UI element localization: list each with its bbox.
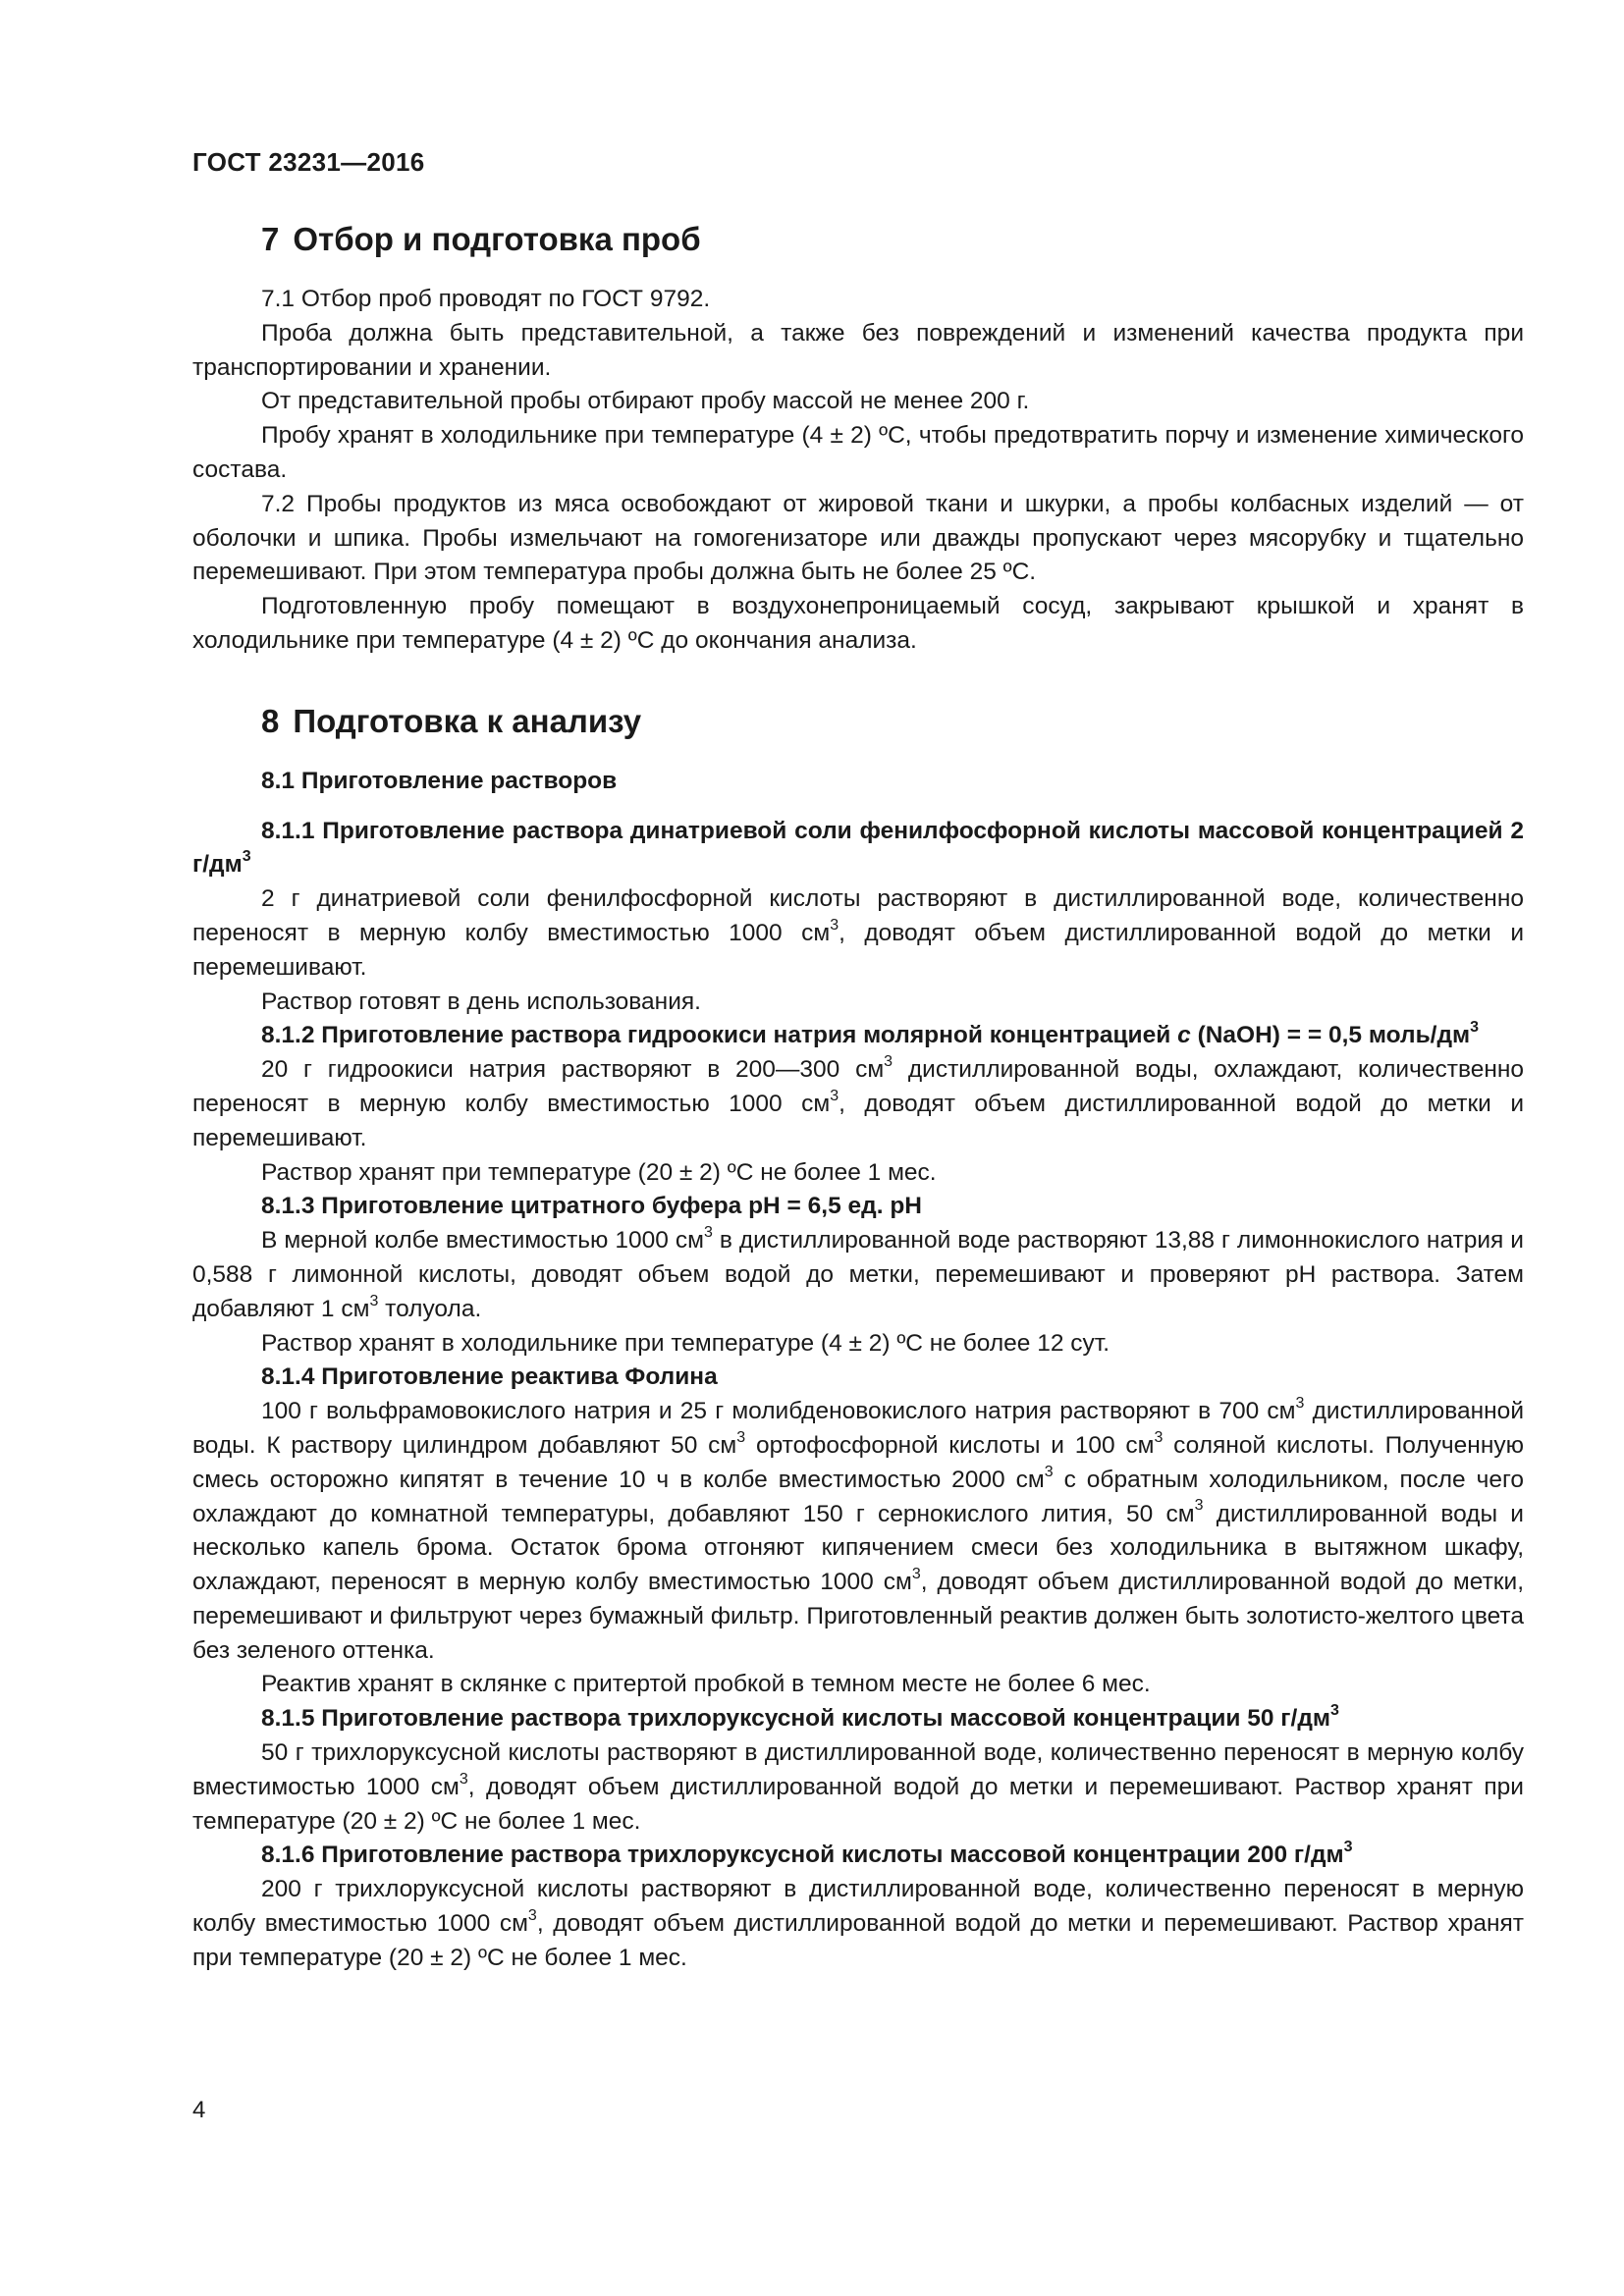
paragraph-8-1-1: 2 г динатриевой соли фенилфосфорной кислоты растворяют в дистиллированной воде, количественно переносят в мерную колбу вместимостью 1000 $см^3$, доводят объем дистиллированной водой до метки и перемешивают. (192, 885, 1525, 981)
paragraph-8-1-6: 200 г трихлоруксусной кислоты растворяют в дистиллированной воде, количественно переносят в мерную колбу вместимостью 1000 $см^3$, доводят объем дистиллированной водой до метки и перемешивают. Раствор хранят при температуре (20 ± 2) ºС не более 1 мес. (192, 1876, 1524, 1971)
subsection-8-1-6-heading: 8.1.6 Приготовление раствора трихлоруксусной кислоты массовой концентрации 200 $г/дм^3$ (261, 1839, 1353, 1869)
subsection-8-1-2-heading: 8.1.2 Приготовление раствора гидроокиси натрия молярной концентрацией с (NaOH) = = 0,5 моль/$дм^3$ (261, 1019, 1480, 1049)
paragraph-7-1: 7.1 Отбор проб проводят по ГОСТ 9792. (261, 286, 711, 312)
subsection-8-1-4-heading: 8.1.4 Приготовление реактива Фолина (261, 1363, 718, 1391)
section-8-title: Подготовка к анализу (293, 702, 642, 739)
page-number: 4 (192, 2097, 206, 2123)
document-code: ГОСТ 23231—2016 (192, 147, 425, 177)
paragraph-8-1-2: 20 г гидроокиси натрия растворяют в 200—300 $см^3$ дистиллированной воды, охлаждают, количественно переносят в мерную колбу вместимостью 1000 $см^3$, доводят объем дистиллированной водой до метки и перемешивают. (192, 1052, 1525, 1151)
paragraph-8-1-3-b: Раствор хранят в холодильнике при температуре (4 ± 2) ºС не более 12 сут. (261, 1329, 1110, 1357)
page-content (192, 218, 1524, 1976)
section-8-number: 8 (261, 702, 280, 739)
paragraph-8-1-3: В мерной колбе вместимостью 1000 $см^3$ в дистиллированной воде растворяют 13,88 г лимоннокислого натрия и 0,588 г лимонной кислоты, доводят объем водой до метки, перемешивают и проверяют рН раствора. Затем добавляют 1 $см^3$ толуола. (192, 1223, 1524, 1322)
section-7-title: Отбор и подготовка проб (293, 221, 701, 257)
subsection-8-1-3-heading: 8.1.3 Приготовление цитратного буфера рН = 6,5 ед. рН (261, 1193, 922, 1220)
paragraph-8-1-4: 100 г вольфрамовокислого натрия и 25 г молибденовокислого натрия растворяют в 700 $см^3$ дистиллированной воды. К раствору цилиндром добавляют 50 $см^3$ ортофосфорной кислоты и 100 $см^3$ соляной кислоты. Полученную смесь осторожно кипятят в течение 10 ч в колбе вместимостью 2000 $см^3$ с обратным холодильником, после чего охлаждают до комнатной температуры, добавляют 150 г сернокислого лития, 50 $см^3$ дистиллированной воды и несколько капель брома. Остаток брома отгоняют кипячением смеси без холодильника в вытяжном шкафу, охлаждают, переносят в мерную колбу вместимостью 1000 $см^3$, доводят объем дистиллированной водой до метки, перемешивают и фильтруют через бумажный фильтр. Приготовленный реактив должен быть золотисто-желтого цвета без зеленого оттенка. (192, 1394, 1525, 1664)
paragraph-7-1-d: Пробу хранят в холодильнике при температуре (4 ± 2) ºС, чтобы предотвратить порчу и изменение химического состава. (192, 422, 1524, 483)
subsection-8-1-5-heading: 8.1.5 Приготовление раствора трихлоруксусной кислоты массовой концентрации 50 $г/дм^3$ (261, 1702, 1339, 1733)
section-7-heading (192, 218, 1524, 261)
section-7-number: 7 (261, 221, 280, 257)
paragraph-7-2-b: Подготовленную пробу помещают в воздухонепроницаемый сосуд, закрывают крышкой и хранят в холодильнике при температуре (4 ± 2) ºС до окончания анализа. (192, 593, 1524, 654)
paragraph-7-2: 7.2 Пробы продуктов из мяса освобождают от жировой ткани и шкурки, а пробы колбасных изделий — от оболочки и шпика. Пробы измельчают на гомогенизаторе или дважды пропускают через мясорубку и тщательно перемешивают. При этом температура пробы должна быть не более 25 ºС. (192, 490, 1524, 586)
subsection-8-1-1-heading: 8.1.1 Приготовление раствора динатриевой соли фенилфосфорной кислоты массовой концентрацией 2 $г/дм^3$ (192, 817, 1524, 879)
paragraph-8-1-2-b: Раствор хранят при температуре (20 ± 2) ºС не более 1 мес. (261, 1158, 937, 1186)
paragraph-7-1-b: Проба должна быть представительной, а также без повреждений и изменений качества продукта при транспортировании и хранении. (192, 319, 1524, 381)
section-8-heading (192, 700, 1524, 743)
subsection-8-1-heading: 8.1 Приготовление растворов (261, 767, 618, 794)
paragraph-8-1-5: 50 г трихлоруксусной кислоты растворяют в дистиллированной воде, количественно переносят в мерную колбу вместимостью 1000 $см^3$, доводят объем дистиллированной водой до метки и перемешивают. Раствор хранят при температуре (20 ± 2) ºС не более 1 мес. (192, 1739, 1524, 1835)
paragraph-8-1-1-b: Раствор готовят в день использования. (261, 988, 701, 1015)
paragraph-7-1-c: От представительной пробы отбирают пробу массой не менее 200 г. (261, 388, 1030, 415)
paragraph-8-1-4-b: Реактив хранят в склянке с притертой пробкой в темном месте не более 6 мес. (261, 1671, 1151, 1698)
